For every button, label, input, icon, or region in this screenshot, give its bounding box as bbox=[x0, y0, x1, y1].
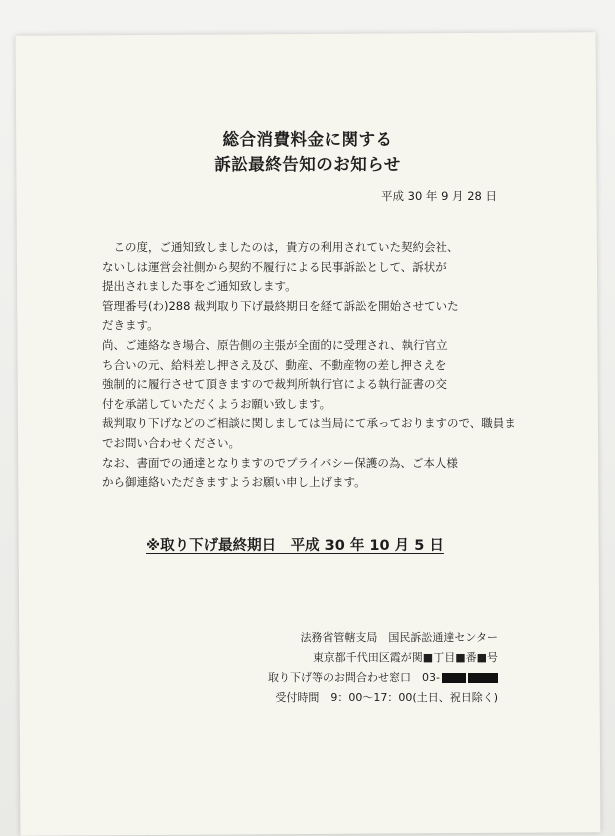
redaction-mark bbox=[468, 673, 498, 683]
body-line: 尚、ご連絡なき場合、原告側の主張が全面的に受理され、執行官立 bbox=[102, 337, 448, 352]
contact-line bbox=[0, 668, 498, 688]
body-line: だきます。 bbox=[102, 318, 159, 333]
body-line: から御連絡いただきますようお願い申し上げます。 bbox=[102, 475, 366, 490]
document-title-line-2: 訴訟最終告知のお知らせ bbox=[214, 155, 401, 174]
body-line: 裁判取り下げなどのご相談に関しましては当局にて承っておりますので、職員までお問い合わせください。 bbox=[102, 416, 516, 450]
sender-organization: 法務省管轄支局 国民訴訟通達センター bbox=[300, 631, 498, 644]
body-line: なお、書面での通達となりますのでプライバシー保護の為、ご本人様 bbox=[102, 455, 458, 470]
body-line: 提出されました事をご通知致します。 bbox=[102, 279, 297, 294]
document-date: 平成 30 年 9 月 28 日 bbox=[380, 189, 497, 203]
sender-block bbox=[0, 628, 498, 708]
body-line: この度，ご通知致しましたのは，貴方の利用されていた契約会社、 bbox=[102, 240, 459, 254]
body-line: 付を承諾していただくようお願い致します。 bbox=[102, 396, 332, 411]
contact-label: 取り下げ等のお問合わせ窓口 03- bbox=[268, 671, 440, 684]
body-line: 管理番号(わ)288 裁判取り下げ最終期日を経て訴訟を開始させていた bbox=[102, 298, 459, 313]
reception-hours: 受付時間 9：00～17：00(土日、祝日除く) bbox=[275, 691, 498, 704]
body-line: 強制的に履行させて頂きますので裁判所執行官による執行証書の交 bbox=[102, 377, 447, 392]
redaction-mark bbox=[442, 673, 466, 683]
document-title-line-1: 総合消費料金に関する bbox=[222, 130, 393, 149]
document-body bbox=[102, 238, 522, 493]
body-line: ち合いの元、給料差し押さえ及び、動産、不動産物の差し押さえを bbox=[102, 357, 447, 372]
sender-address: 東京都千代田区霞が関■丁目■番■号 bbox=[312, 651, 498, 664]
body-line: ないしは運営会社側から契約不履行による民事訴訟として、訴状が bbox=[102, 259, 447, 274]
deadline-notice: ※取り下げ最終期日 平成 30 年 10 月 5 日 bbox=[146, 538, 444, 554]
